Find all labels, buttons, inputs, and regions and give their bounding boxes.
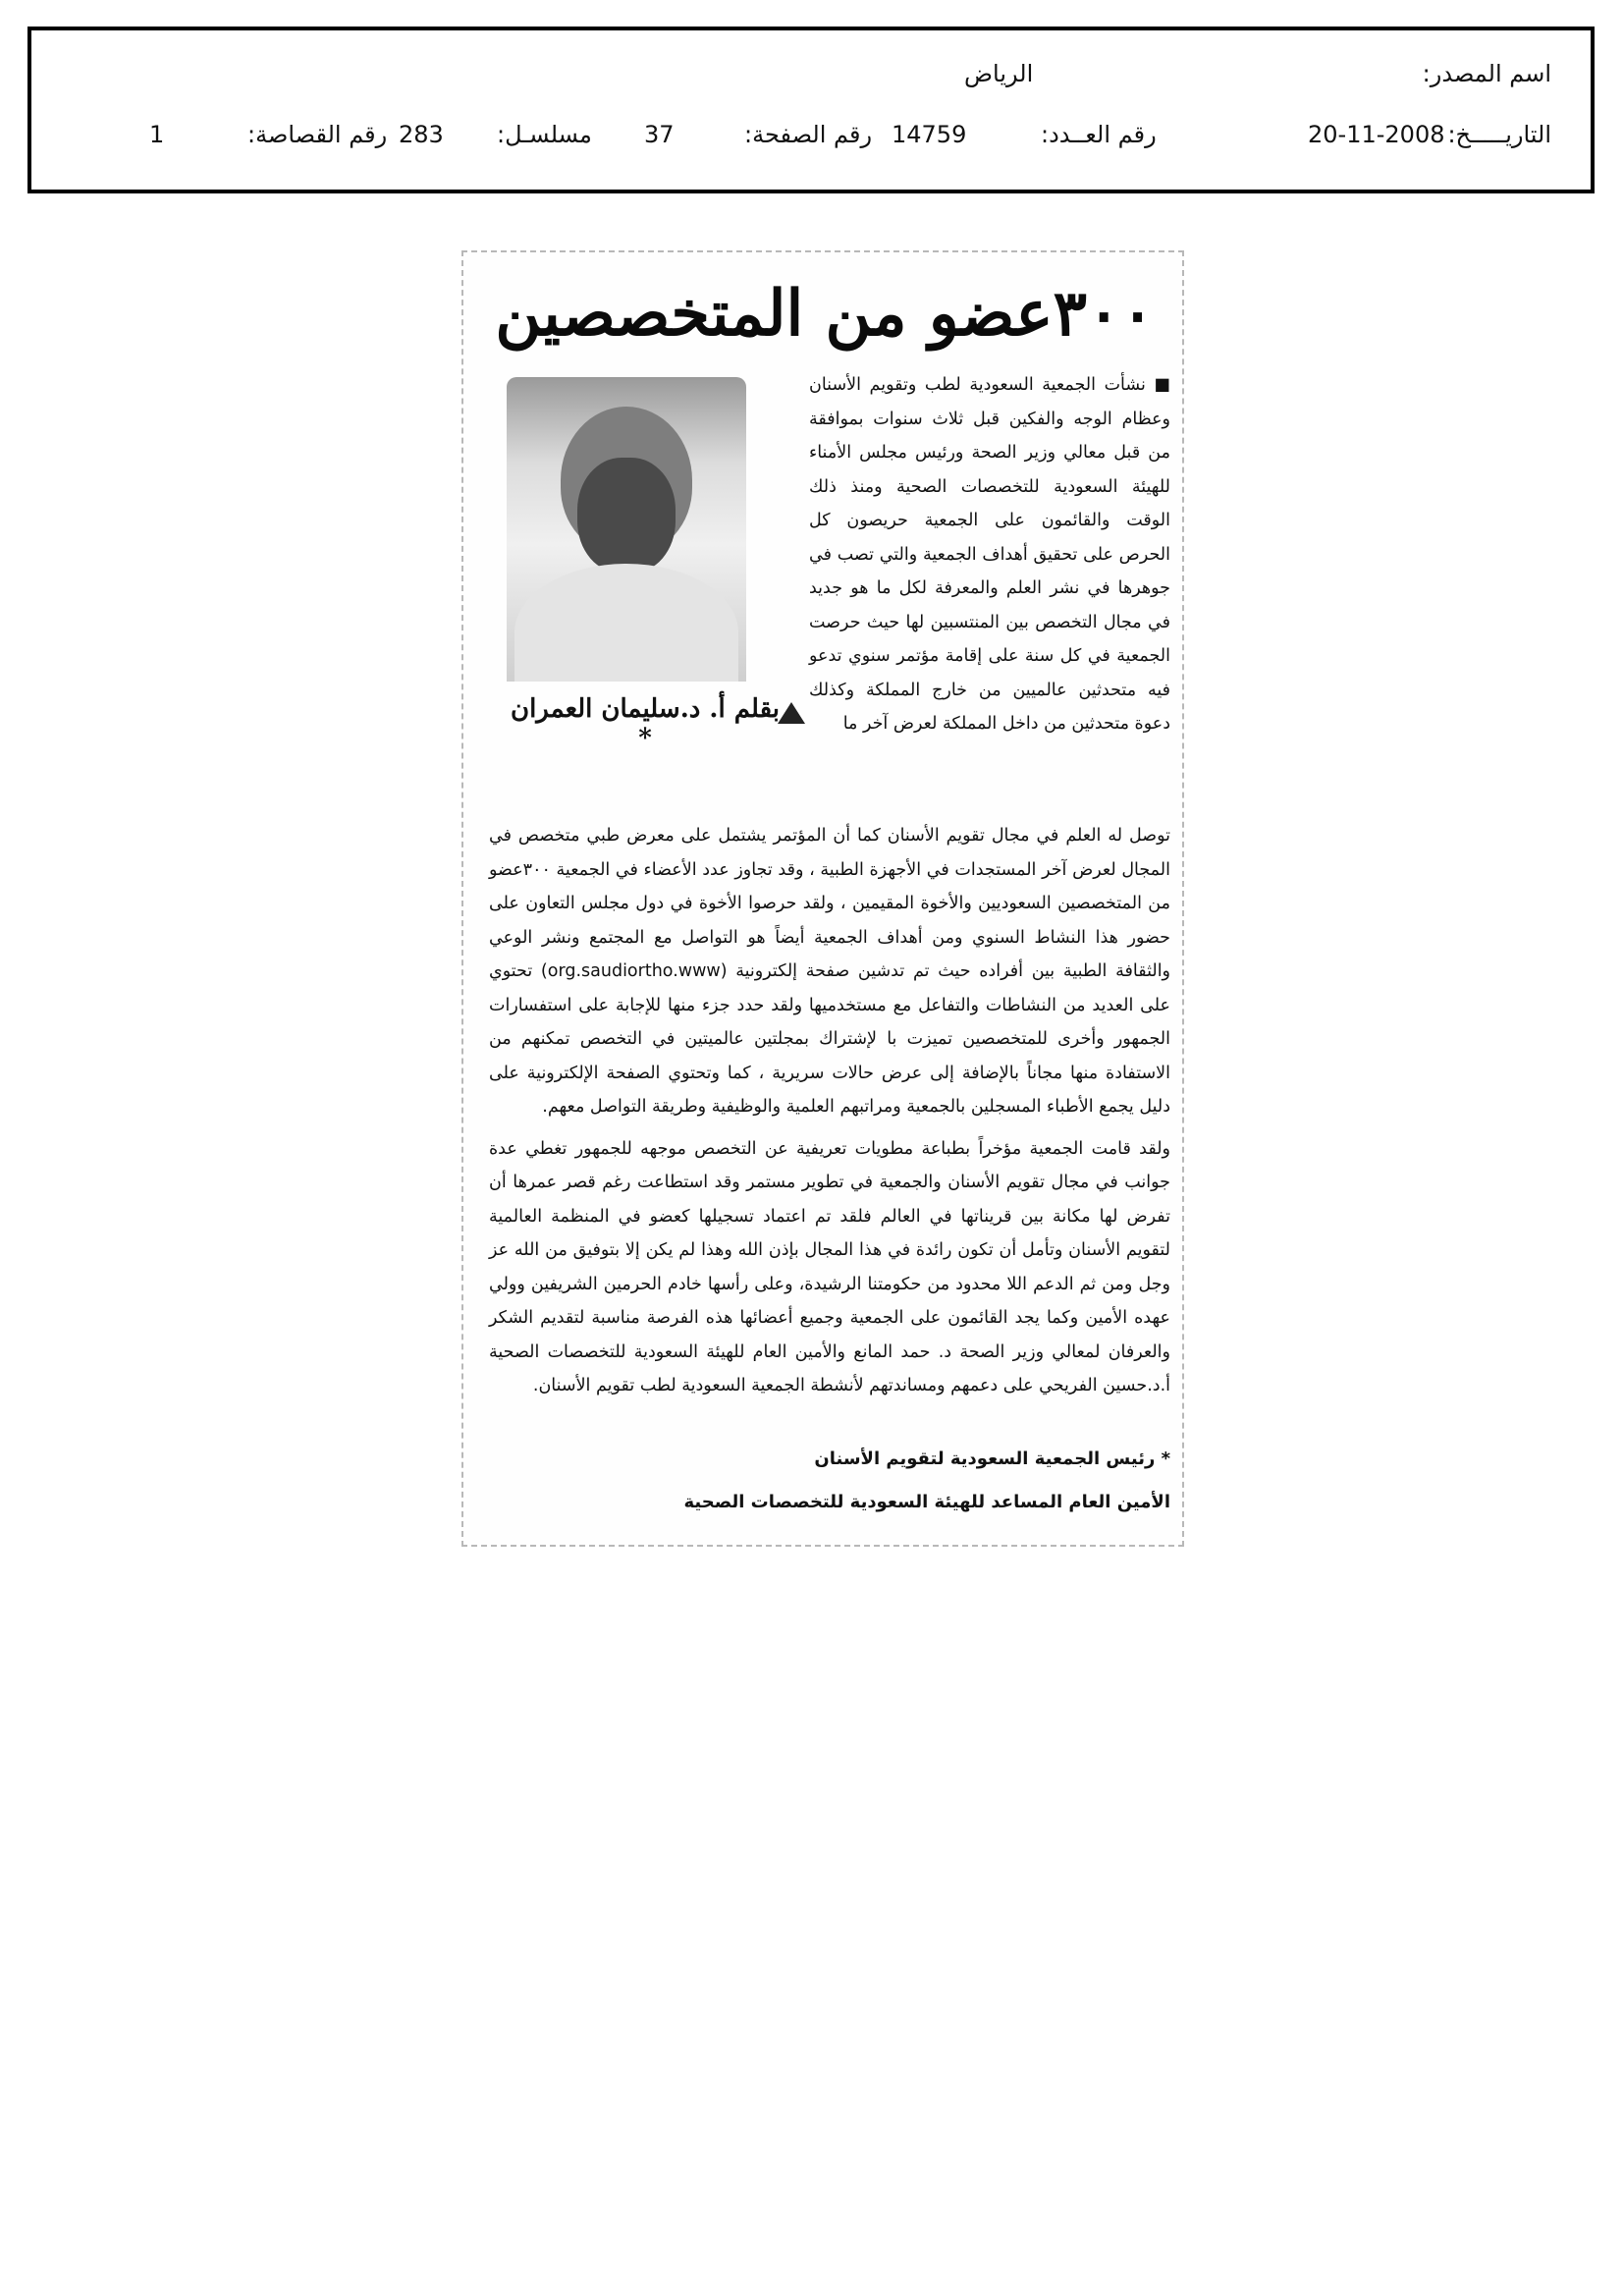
- serial-value: 283: [399, 121, 444, 148]
- clipping-info-box: [27, 27, 1595, 193]
- page-label: رقم الصفحة:: [744, 121, 873, 148]
- author-title-line-2: الأمين العام المساعد للهيئة السعودية للتخصصات الصحية: [683, 1492, 1170, 1512]
- date-label: التاريـــــخ:: [1447, 121, 1551, 148]
- article-body: [489, 819, 1170, 1411]
- author-photo-face: [577, 458, 676, 574]
- article-byline: بقلم أ. د.سليمان العمران *: [510, 694, 781, 753]
- newspaper-clipping: [461, 250, 1184, 1547]
- date-value: 20-11-2008: [1308, 121, 1445, 148]
- source-label: اسم المصدر:: [1422, 60, 1551, 87]
- author-title-line-1: * رئيس الجمعية السعودية لتقويم الأسنان: [814, 1449, 1170, 1469]
- clip-number-label: رقم القصاصة:: [247, 121, 388, 148]
- article-paragraph-intro: ■ نشأت الجمعية السعودية لطب وتقويم الأسنان وعظام الوجه والفكين قبل ثلاث سنوات بموافقة من قبل معالي وزير الصحة ورئيس مجلس الأمناء للهيئة السعودية للتخصصات الصحية ومنذ ذلك الوقت والقائمون على الجمعية حريصون كل الحرص على تحقيق أهداف الجمعية والتي تصب في جوهرها في نشر العلم والمعرفة لكل ما هو جديد في مجال التخصص بين المنتسبين لها حيث حرصت الجمعية في كل سنة على إقامة مؤتمر سنوي تدعو فيه متحدثين عالميين من خارج المملكة وكذلك دعوة متحدثين من داخل المملكة لعرض آخر ما: [809, 375, 1170, 734]
- source-value: الرياض: [964, 60, 1034, 87]
- article-headline: ٣٠٠عضو من المتخصصين: [495, 277, 1155, 351]
- issue-value: 14759: [892, 121, 967, 148]
- page-value: 37: [644, 121, 675, 148]
- article-paragraph: توصل له العلم في مجال تقويم الأسنان كما أن المؤتمر يشتمل على معرض طبي متخصص في المجال لعرض آخر المستجدات في الأجهزة الطبية ، وقد تجاوز عدد الأعضاء في الجمعية ٣٠٠عضو من المتخصصين السعوديين والأخوة المقيمين ، ولقد حرصوا الأخوة في دول مجلس التعاون على حضور هذا النشاط السنوي ومن أهداف الجمعية أيضاً هو التواصل مع المجتمع ونشر الوعي والثقافة الطبية بين أفراده حيث تم تدشين صفحة إلكترونية (org.saudiortho.www) تحتوي على العديد من النشاطات والتفاعل مع مستخدميها ولقد حدد جزء منها للإجابة على استفسارات الجمهور وأخرى للمتخصصين تميزت با لإشتراك بمجلتين عالميتين في التخصص تمكنهم من الاستفادة منها مجاناً بالإضافة إلى عرض حالات سريرية ، كما وتحتوي الصفحة الإلكترونية على دليل يجمع الأطباء المسجلين بالجمعية ومراتبهم العلمية والوظيفية وطريقة التواصل معهم.: [489, 826, 1171, 1117]
- article-paragraph: ولقد قامت الجمعية مؤخراً بطباعة مطويات تعريفية عن التخصص موجهه للجمهور تغطي عدة جوانب في مجال تقويم الأسنان والجمعية في تطوير مستمر وقد استطاعت رغم قصر عمرها أن تفرض لها مكانة بين قريناتها في العالم فلقد تم اعتماد تسجيلها كعضو في المنظمة العالمية لتقويم الأسنان وتأمل أن تكون رائدة في هذا المجال بإذن الله وهذا لم يكن إلا بتوفيق من الله عز وجل ومن ثم الدعم اللا محدود من حكومتنا الرشيدة، وعلى رأسها خادم الحرمين الشريفين وولي عهده الأمين وكما يجد القائمون على الجمعية وجميع أعضائها هذه الفرصة مناسبة لتقديم الشكر والعرفان لمعالي وزير الصحة د. حمد المانع والأمين العام للهيئة السعودية للتخصصات الصحية أ.د.حسين الفريحي على دعمهم ومساندتهم لأنشطة الجمعية السعودية لطب تقويم الأسنان.: [489, 1138, 1170, 1395]
- author-photo: [507, 377, 746, 682]
- clip-number-value: 1: [149, 121, 165, 148]
- serial-label: مسلسـل:: [497, 121, 592, 148]
- issue-label: رقم العــدد:: [1041, 121, 1157, 148]
- author-photo-shoulders: [514, 564, 738, 682]
